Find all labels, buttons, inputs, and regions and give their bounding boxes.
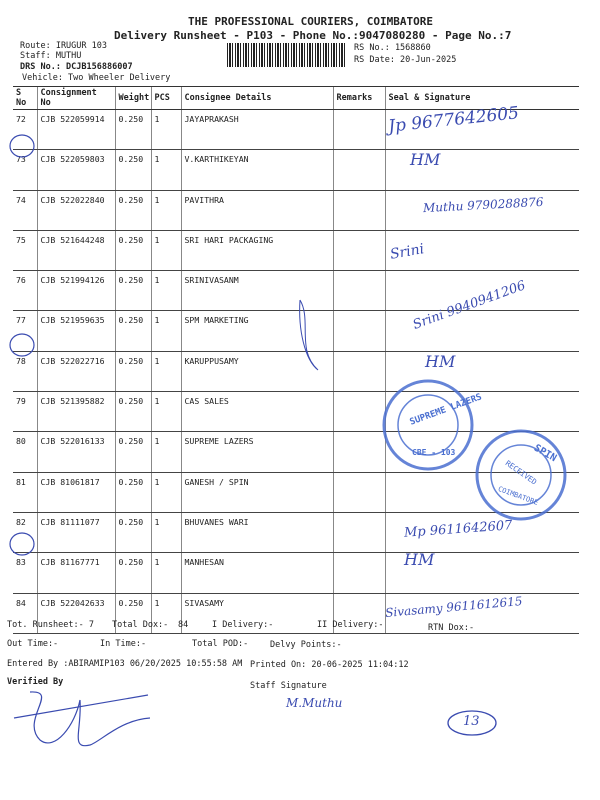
cell-pcs: 1 [151, 150, 181, 190]
cell-consignment: CJB 81167771 [37, 553, 115, 593]
cell-consignee: PAVITHRA [181, 190, 333, 230]
stamp1-sub: CBE - 103 [412, 448, 456, 457]
cell-sno: 81 [13, 472, 37, 512]
cell-pcs: 1 [151, 392, 181, 432]
cell-pcs: 1 [151, 190, 181, 230]
in-time-label: In Time:- [100, 639, 147, 649]
ii-delivery-label: II Delivery:- [317, 620, 384, 630]
signature-73: HM [410, 150, 441, 169]
cell-weight: 0.250 [115, 553, 151, 593]
cell-pcs: 1 [151, 351, 181, 391]
verified-by-label: Verified By [7, 677, 64, 687]
cell-pcs: 1 [151, 512, 181, 552]
stamp2-sub: RECEIVED [503, 458, 539, 487]
cell-sno: 77 [13, 311, 37, 351]
cell-consignment: CJB 522022840 [37, 190, 115, 230]
route-label: Route: IRUGUR 103 [20, 41, 107, 51]
cell-consignment: CJB 522042633 [37, 593, 115, 633]
page-circle-number: 13 [463, 714, 480, 729]
i-delivery-label: I Delivery:- [212, 620, 274, 630]
cell-consignee: KARUPPUSAMY [181, 351, 333, 391]
circle-mark-83 [10, 533, 34, 555]
col-consignee: Consignee Details [181, 87, 333, 110]
total-pod-label: Total POD:- [192, 639, 249, 649]
cell-sno: 74 [13, 190, 37, 230]
cell-weight: 0.250 [115, 392, 151, 432]
cell-pcs: 1 [151, 230, 181, 270]
cell-sno: 80 [13, 432, 37, 472]
col-sno: S No [13, 87, 37, 110]
printed-on: Printed On: 20-06-2025 11:04:12 [250, 660, 409, 670]
col-pcs: PCS [151, 87, 181, 110]
cell-consignment: CJB 522016133 [37, 432, 115, 472]
cell-weight: 0.250 [115, 150, 151, 190]
cell-weight: 0.250 [115, 432, 151, 472]
col-consignment: Consignment No [37, 87, 115, 110]
tot-runsheet: Tot. Runsheet:- 7 [7, 620, 94, 630]
entered-by: Entered By :ABIRAMIP103 06/20/2025 10:55:58 AM [7, 659, 243, 669]
cell-weight: 0.250 [115, 311, 151, 351]
cell-consignment: CJB 521395882 [37, 392, 115, 432]
staff-label: Staff: MUTHU [20, 51, 82, 61]
delvy-points-label: Delvy Points:- [270, 640, 342, 650]
cell-pcs: 1 [151, 553, 181, 593]
signature-83: Mp 9611642607 [403, 518, 513, 541]
company-title: THE PROFESSIONAL COURIERS, COIMBATORE [188, 15, 434, 28]
staff-signature-label: Staff Signature [250, 681, 327, 691]
rs-date: RS Date: 20-Jun-2025 [354, 55, 457, 65]
cell-sno: 73 [13, 150, 37, 190]
cell-pcs: 1 [151, 110, 181, 150]
runsheet-subtitle: Delivery Runsheet - P103 - Phone No.:9047080280 - Page No.:7 [114, 29, 512, 42]
col-remarks: Remarks [333, 87, 385, 110]
cell-consignment: CJB 522059914 [37, 110, 115, 150]
rtn-dox-label: RTN Dox:- [428, 623, 475, 633]
cell-consignment: CJB 81111077 [37, 512, 115, 552]
signature-72: Jp 9677642605 [387, 103, 520, 137]
cell-consignee: SPM MARKETING [181, 311, 333, 351]
cell-consignee: V.KARTHIKEYAN [181, 150, 333, 190]
cell-consignee: BHUVANES WARI [181, 512, 333, 552]
cell-sno: 76 [13, 271, 37, 311]
cell-consignment: CJB 81061817 [37, 472, 115, 512]
cell-weight: 0.250 [115, 230, 151, 270]
circle-mark-73 [10, 135, 34, 157]
cell-sno: 84 [13, 593, 37, 633]
circle-mark-78 [10, 334, 34, 356]
cell-sno: 72 [13, 110, 37, 150]
cell-consignee: CAS SALES [181, 392, 333, 432]
total-dox-label: Total Dox:- [112, 620, 169, 630]
cell-pcs: 1 [151, 472, 181, 512]
signature-74: Muthu 9790288876 [422, 194, 544, 216]
out-time-label: Out Time:- [7, 639, 59, 649]
cell-pcs: 1 [151, 311, 181, 351]
signature-stroke [14, 695, 148, 718]
signature-84: Sivasamy 9611612615 [384, 594, 523, 620]
cell-sno: 78 [13, 351, 37, 391]
signature-83b: HM [404, 550, 435, 569]
cell-consignment: CJB 522059803 [37, 150, 115, 190]
cell-consignee: MANHESAN [181, 553, 333, 593]
cell-pcs: 1 [151, 593, 181, 633]
cell-consignment: CJB 521644248 [37, 230, 115, 270]
cell-weight: 0.250 [115, 190, 151, 230]
scribble-mark [300, 300, 318, 370]
cell-pcs: 1 [151, 271, 181, 311]
signature-78: HM [425, 352, 456, 371]
cell-consignee: GANESH / SPIN [181, 472, 333, 512]
cell-consignee: SIVASAMY [181, 593, 333, 633]
rs-number: RS No.: 1568860 [354, 43, 431, 53]
col-weight: Weight [115, 87, 151, 110]
cell-sno: 79 [13, 392, 37, 432]
cell-consignee: SUPREME LAZERS [181, 432, 333, 472]
cell-consignment: CJB 521959635 [37, 311, 115, 351]
cell-sno: 75 [13, 230, 37, 270]
cell-consignment: CJB 522022716 [37, 351, 115, 391]
cell-weight: 0.250 [115, 351, 151, 391]
cell-sno: 83 [13, 553, 37, 593]
total-dox-value: 84 [178, 620, 189, 630]
cell-consignee: SRI HARI PACKAGING [181, 230, 333, 270]
cell-consignee: JAYAPRAKASH [181, 110, 333, 150]
stamp1-text: SUPREME LAZERS [408, 392, 484, 428]
signature-76: Srini [388, 241, 426, 263]
cell-consignment: CJB 521994126 [37, 271, 115, 311]
stamp2-text: SPIN [531, 442, 559, 465]
col-signature: Seal & Signature [385, 87, 579, 110]
cell-sno: 82 [13, 512, 37, 552]
cell-weight: 0.250 [115, 110, 151, 150]
signature-77: Srini 9940941206 [411, 278, 528, 333]
cell-weight: 0.250 [115, 512, 151, 552]
verified-signature-icon [30, 692, 150, 746]
vehicle-label: Vehicle: Two Wheeler Delivery [22, 73, 171, 83]
cell-weight: 0.250 [115, 472, 151, 512]
cell-consignee: SRINIVASANM [181, 271, 333, 311]
stamp2-city: COIMBATORE [496, 485, 540, 507]
cell-weight: 0.250 [115, 271, 151, 311]
drs-number: DRS No.: DCJB156886007 [20, 62, 133, 72]
cell-weight: 0.250 [115, 593, 151, 633]
cell-pcs: 1 [151, 432, 181, 472]
staff-handwritten-signature: M.Muthu [286, 696, 343, 710]
